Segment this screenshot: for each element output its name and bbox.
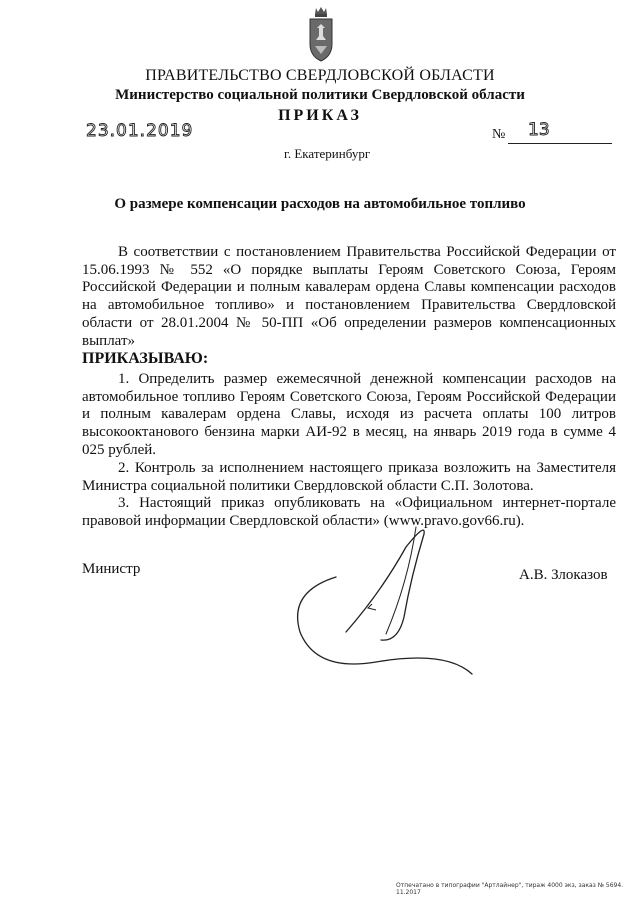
signatory-position: Министр <box>82 561 141 577</box>
preamble-paragraph: В соответствии с постановлением Правительства Российской Федерации от 15.06.1993 № 552 «О порядке выплаты Героям Советского Союза, Героям Российской Федерации и полным кавалерам ордена Славы компенсации расходов на автомобильное топливо» и постановлением Правительства Свердловской области от 28.01.2004 № 50-ПП «Об определении размеров компенсационных выплат» <box>82 244 616 349</box>
order-subject: О размере компенсации расходов на автомобильное топливо <box>114 196 526 212</box>
handwritten-signature <box>276 522 476 690</box>
order-number-underline <box>508 143 612 144</box>
order-item-2: 2. Контроль за исполнением настоящего приказа возложить на Заместителя Министра социальной политики Свердловской области С.П. Золотова. <box>82 460 616 494</box>
organization-title: ПРАВИТЕЛЬСТВО СВЕРДЛОВСКОЙ ОБЛАСТИ <box>145 67 495 84</box>
handwritten-order-number: 13 <box>528 120 550 140</box>
city: г. Екатеринбург <box>284 146 371 161</box>
print-note: Отпечатано в типографии "Артлайнер", тираж 4000 экз, заказ № 5694. 11.2017 <box>396 882 624 896</box>
ministry-name: Министерство социальной политики Свердловской области <box>115 87 525 103</box>
order-item-3: 3. Настоящий приказ опубликовать на «Официальном интернет-портале правовой информации Свердловской области» (www.pravo.gov66.ru). <box>82 495 616 529</box>
document-type: ПРИКАЗ <box>278 107 362 124</box>
handwritten-date: 23.01.2019 <box>86 121 194 141</box>
decree-heading: ПРИКАЗЫВАЮ: <box>82 350 209 367</box>
order-item-1: 1. Определить размер ежемесячной денежной компенсации расходов на автомобильное топливо Героям Советского Союза, Героям Российской Федерации и полным кавалерам ордена Славы, исходя из расчета оплаты 100 литров высокооктанового бензина марки АИ-92 в месяц, на январь 2019 года в сумме 4 025 рублей. <box>82 371 616 458</box>
signatory-name: А.В. Злоказов <box>519 567 608 583</box>
order-number-label: № <box>492 127 506 142</box>
coat-of-arms-icon <box>308 6 334 62</box>
